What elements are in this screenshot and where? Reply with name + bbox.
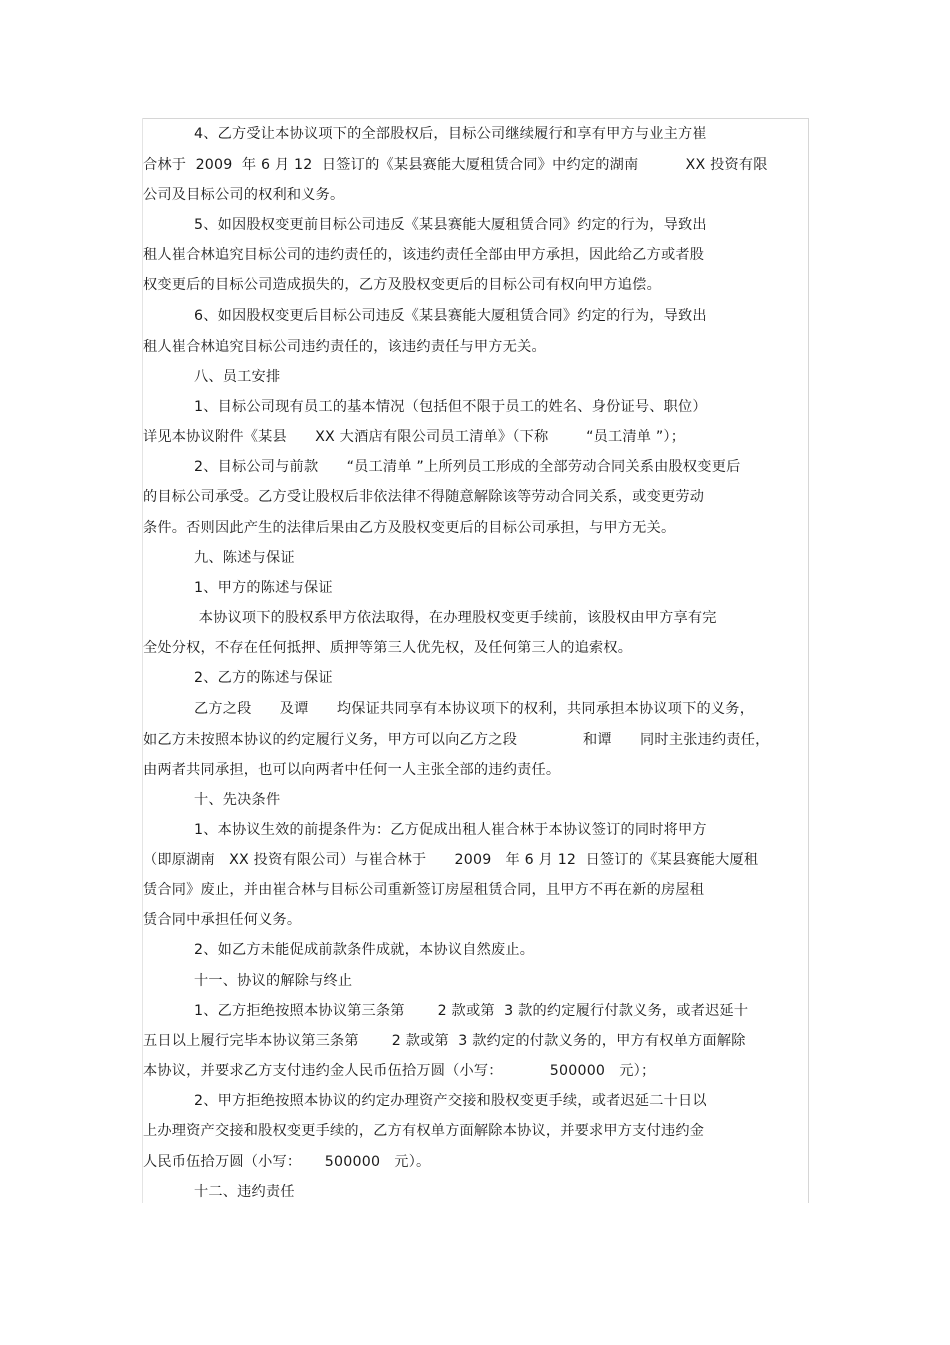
section-heading: 九、陈述与保证 bbox=[194, 550, 295, 566]
page-frame-right-border bbox=[808, 118, 809, 1203]
paragraph-line: 人民币伍拾万圆（小写： 500000 元）。 bbox=[143, 1154, 431, 1170]
paragraph-line: 4、乙方受让本协议项下的全部股权后，目标公司继续履行和享有甲方与业主方崔 bbox=[194, 126, 707, 142]
paragraph-line: 1、目标公司现有员工的基本情况（包括但不限于员工的姓名、身份证号、职位） bbox=[194, 399, 707, 415]
section-heading: 十一、协议的解除与终止 bbox=[194, 973, 353, 989]
paragraph-line: 1、乙方拒绝按照本协议第三条第 2 款或第 3 款的约定履行付款义务，或者迟延十 bbox=[194, 1003, 749, 1019]
section-heading: 十二、违约责任 bbox=[194, 1184, 295, 1200]
paragraph-line: 2、目标公司与前款 “员工清单 ”上所列员工形成的全部劳动合同关系由股权变更后 bbox=[194, 459, 741, 475]
paragraph-line: 乙方之段 及谭 均保证共同享有本协议项下的权利，共同承担本协议项下的义务， bbox=[194, 701, 755, 717]
section-heading: 十、先决条件 bbox=[194, 792, 281, 808]
paragraph-line: 6、如因股权变更后目标公司违反《某县赛能大厦租赁合同》约定的行为，导致出 bbox=[194, 308, 707, 324]
paragraph-line: 2、甲方拒绝按照本协议的约定办理资产交接和股权变更手续，或者迟延二十日以 bbox=[194, 1093, 707, 1109]
paragraph-line: 租人崔合林追究目标公司违约责任的，该违约责任与甲方无关。 bbox=[143, 339, 546, 355]
subsection-heading: 1、甲方的陈述与保证 bbox=[194, 580, 333, 596]
paragraph-line: 本协议，并要求乙方支付违约金人民币伍拾万圆（小写： 500000 元）； bbox=[143, 1063, 656, 1079]
section-heading: 八、员工安排 bbox=[194, 369, 281, 385]
subsection-heading: 2、乙方的陈述与保证 bbox=[194, 670, 333, 686]
paragraph-line: 本协议项下的股权系甲方依法取得，在办理股权变更手续前，该股权由甲方享有完 bbox=[194, 610, 717, 626]
paragraph-line: 赁合同中承担任何义务。 bbox=[143, 912, 302, 928]
paragraph-line: 五日以上履行完毕本协议第三条第 2 款或第 3 款约定的付款义务的，甲方有权单方面解除 bbox=[143, 1033, 746, 1049]
paragraph-line: 权变更后的目标公司造成损失的，乙方及股权变更后的目标公司有权向甲方追偿。 bbox=[143, 277, 661, 293]
paragraph-line: 租人崔合林追究目标公司的违约责任的，该违约责任全部由甲方承担，因此给乙方或者股 bbox=[143, 247, 705, 263]
paragraph-line: 合林于 2009 年 6 月 12 日签订的《某县赛能大厦租赁合同》中约定的湖南 XX 投资有限 bbox=[143, 157, 768, 173]
paragraph-line: 1、本协议生效的前提条件为：乙方促成出租人崔合林于本协议签订的同时将甲方 bbox=[194, 822, 707, 838]
paragraph-line: 2、如乙方未能促成前款条件成就，本协议自然废止。 bbox=[194, 942, 535, 958]
paragraph-line: 5、如因股权变更前目标公司违反《某县赛能大厦租赁合同》约定的行为，导致出 bbox=[194, 217, 707, 233]
paragraph-line: 详见本协议附件《某县 XX 大酒店有限公司员工清单》（下称 “员工清单 ”）； bbox=[143, 429, 686, 445]
paragraph-line: 条件。否则因此产生的法律后果由乙方及股权变更后的目标公司承担，与甲方无关。 bbox=[143, 520, 676, 536]
paragraph-line: 赁合同》废止，并由崔合林与目标公司重新签订房屋租赁合同，且甲方不再在新的房屋租 bbox=[143, 882, 705, 898]
paragraph-line: 的目标公司承受。乙方受让股权后非依法律不得随意解除该等劳动合同关系，或变更劳动 bbox=[143, 489, 705, 505]
paragraph-line: 如乙方未按照本协议的约定履行义务，甲方可以向乙方之段 和谭 同时主张违约责任， bbox=[143, 732, 770, 748]
paragraph-line: 由两者共同承担，也可以向两者中任何一人主张全部的违约责任。 bbox=[143, 762, 561, 778]
paragraph-line: （即原湖南 XX 投资有限公司）与崔合林于 2009 年 6 月 12 日签订的《某县赛能大厦租 bbox=[143, 852, 759, 868]
paragraph-line: 上办理资产交接和股权变更手续的，乙方有权单方面解除本协议，并要求甲方支付违约金 bbox=[143, 1123, 705, 1139]
page-frame-top-border bbox=[142, 118, 809, 119]
paragraph-line: 公司及目标公司的权利和义务。 bbox=[143, 187, 345, 203]
paragraph-line: 全处分权，不存在任何抵押、质押等第三人优先权，及任何第三人的追索权。 bbox=[143, 640, 633, 656]
